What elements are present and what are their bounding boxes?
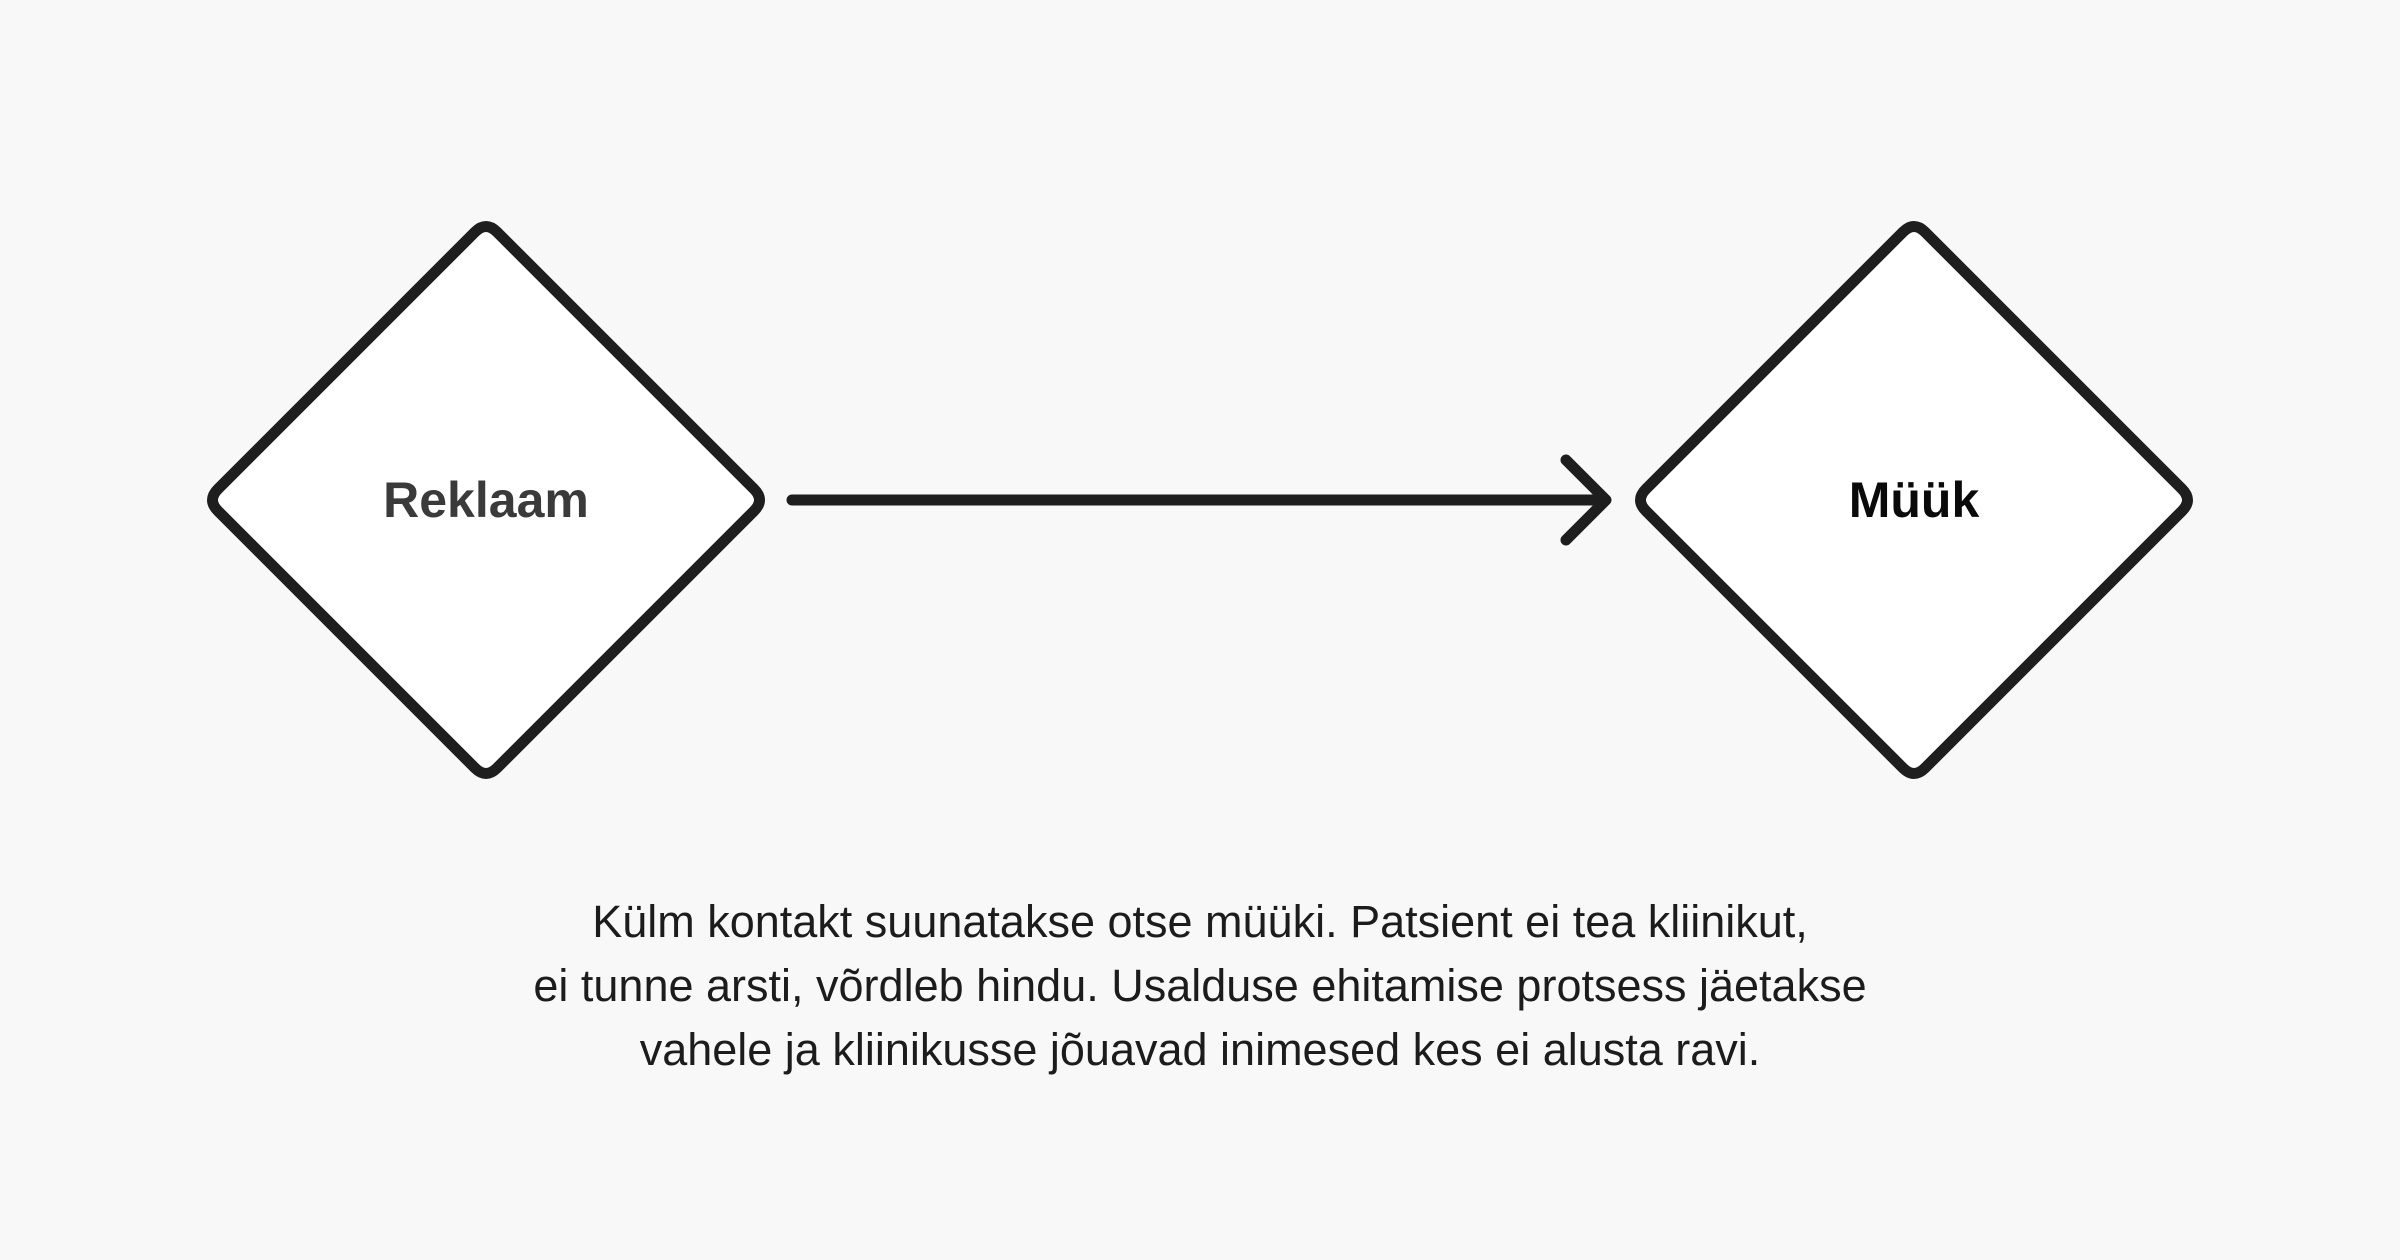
caption-line-2: ei tunne arsti, võrdleb hindu. Usalduse ehitamise protsess jäetakse [533, 960, 1867, 1011]
diagram-caption [300, 890, 2100, 1082]
caption-line-3: vahele ja kliinikusse jõuavad inimesed kes ei alusta ravi. [639, 1024, 1761, 1075]
edge-reklaam-to-muuk [792, 460, 1606, 540]
node-muuk [1641, 227, 2188, 774]
node-label-reklaam: Reklaam [383, 472, 589, 528]
node-reklaam [213, 227, 760, 774]
node-label-muuk: Müük [1848, 472, 1980, 528]
caption-line-1: Külm kontakt suunatakse otse müüki. Patsient ei tea kliinikut, [592, 896, 1808, 947]
